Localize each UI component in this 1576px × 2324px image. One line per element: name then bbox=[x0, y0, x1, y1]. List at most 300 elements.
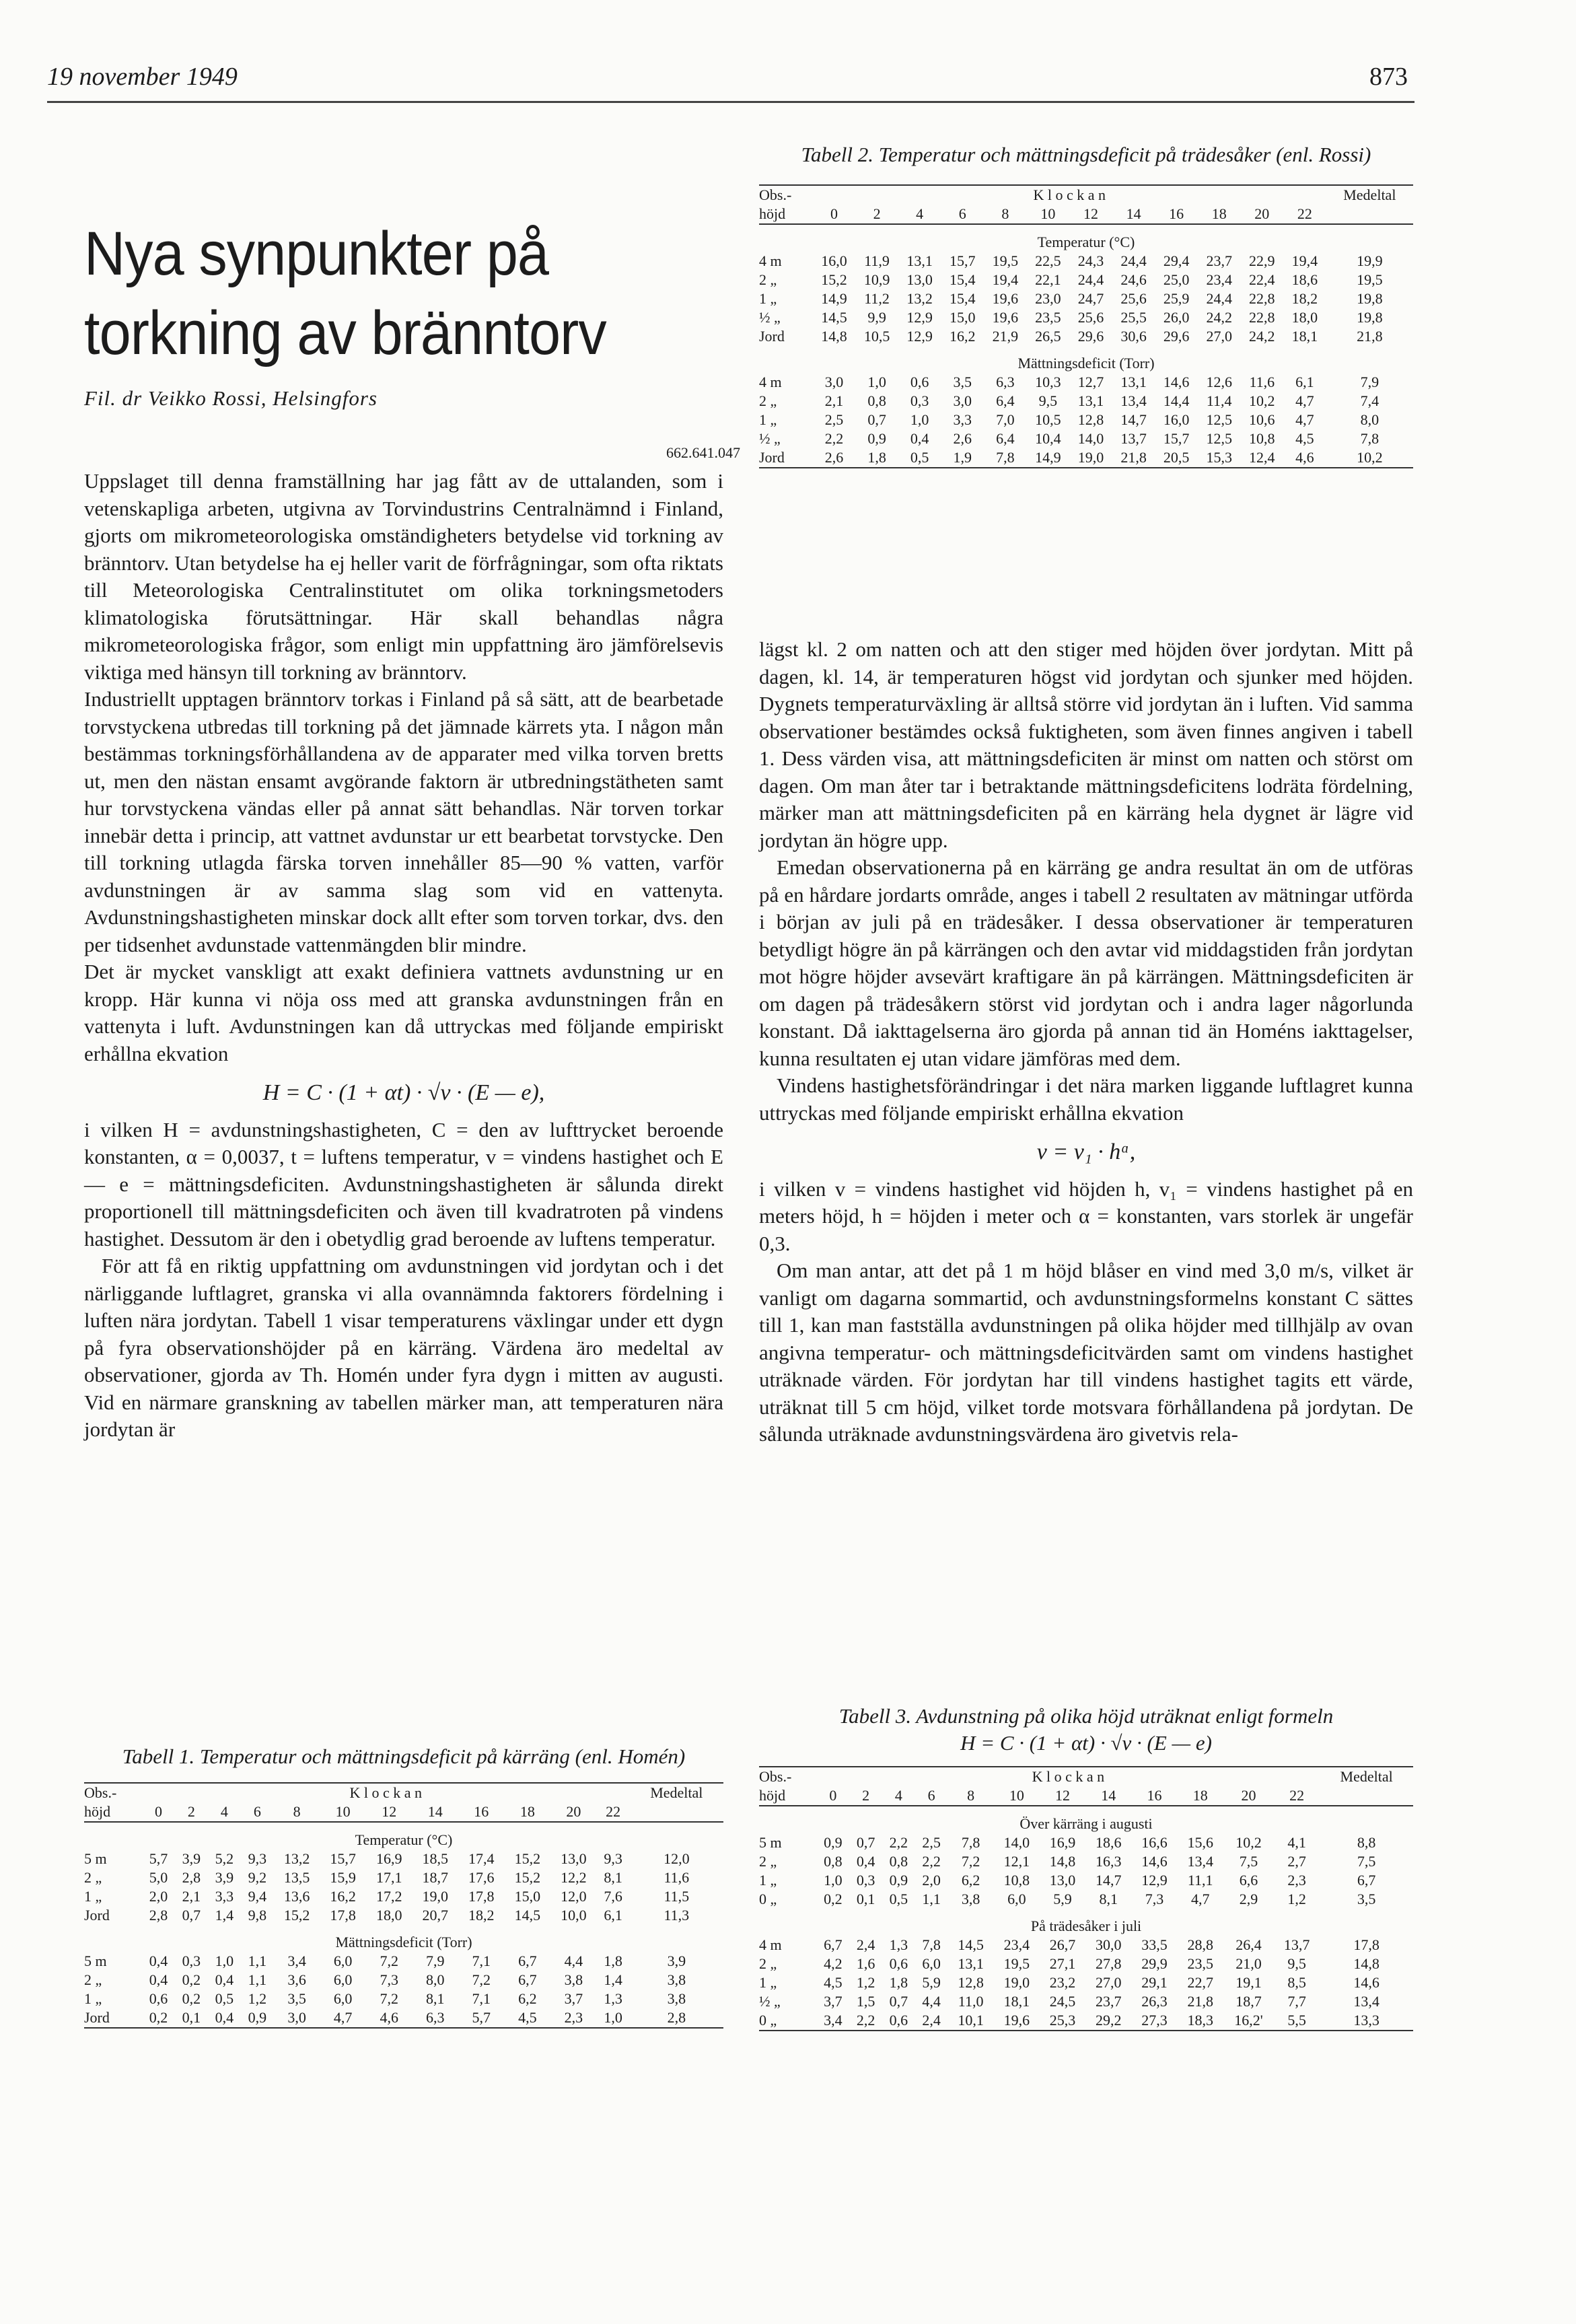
table-cell: 2,1 bbox=[182, 1888, 201, 1905]
table-cell: 12,1 bbox=[1003, 1853, 1030, 1870]
table-cell: 4,4 bbox=[922, 1993, 941, 2010]
hour-header: 0 bbox=[813, 205, 856, 224]
table-row bbox=[84, 1990, 723, 2008]
table-row bbox=[84, 1850, 723, 1868]
table-cell: 1,8 bbox=[855, 448, 898, 468]
table-cell: 1,1 bbox=[922, 1891, 941, 1907]
column-header-clock: K l o c k a n bbox=[142, 1783, 630, 1802]
table-cell: 6,0 bbox=[333, 1952, 353, 1969]
column-header-obs: Obs.- bbox=[84, 1783, 142, 1802]
table-cell: 0,4 bbox=[856, 1853, 875, 1870]
table-cell: 0,7 bbox=[889, 1993, 908, 2010]
table-row bbox=[759, 1973, 1413, 1992]
table-cell: 33,5 bbox=[1141, 1936, 1168, 1953]
hour-header: 4 bbox=[898, 205, 941, 224]
table-cell: 26,4 bbox=[1235, 1936, 1262, 1953]
table-cell: 3,5 bbox=[953, 374, 972, 390]
table-cell: 3,0 bbox=[953, 392, 972, 409]
table-cell: 23,4 bbox=[1003, 1936, 1030, 1953]
table-cell: 3,8 bbox=[961, 1891, 980, 1907]
table-row bbox=[84, 1971, 723, 1990]
row-label: 0 „ bbox=[759, 2011, 817, 2031]
data-table bbox=[759, 184, 1413, 468]
table-cell: 9,5 bbox=[1038, 392, 1058, 409]
table-cell: 26,7 bbox=[1049, 1936, 1076, 1953]
left-column-text bbox=[84, 468, 723, 1444]
table-cell: 11,9 bbox=[864, 252, 890, 269]
table-cell: 17,8 bbox=[330, 1907, 356, 1924]
table-cell: 1,9 bbox=[941, 448, 984, 468]
hour-header: 20 bbox=[550, 1802, 597, 1822]
table-cell: 23,0 bbox=[1035, 290, 1061, 307]
table-cell: 29,4 bbox=[1163, 252, 1190, 269]
table-cell: 25,9 bbox=[1163, 290, 1190, 307]
mean-cell: 7,4 bbox=[1360, 392, 1380, 409]
column-header-height: höjd bbox=[84, 1802, 142, 1822]
table-cell: 15,4 bbox=[950, 290, 976, 307]
table-cell: 1,4 bbox=[604, 1971, 622, 1988]
row-label: 1 „ bbox=[759, 1974, 777, 1991]
table-cell: 0,4 bbox=[910, 430, 929, 447]
table-cell: 13,1 bbox=[958, 1955, 984, 1972]
table-cell: 2,4 bbox=[915, 2011, 948, 2031]
table-cell: 1,0 bbox=[215, 1952, 234, 1969]
table-cell: 19,6 bbox=[992, 290, 1019, 307]
table-cell: 16,2 bbox=[950, 328, 976, 345]
table-cell: 7,6 bbox=[604, 1888, 622, 1905]
hour-header: 8 bbox=[274, 1802, 320, 1822]
table-cell: 23,7 bbox=[1206, 252, 1232, 269]
table-cell: 24,5 bbox=[1049, 1993, 1076, 2010]
table-cell: 13,0 bbox=[1049, 1872, 1076, 1889]
table-cell: 12,8 bbox=[958, 1974, 984, 1991]
table-cell: 17,4 bbox=[468, 1850, 495, 1867]
table-cell: 7,2 bbox=[380, 1952, 398, 1969]
table-cell: 9,5 bbox=[1287, 1955, 1306, 1972]
row-label: ½ „ bbox=[759, 430, 781, 447]
table-cell: 30,6 bbox=[1120, 328, 1147, 345]
table-cell: 6,2 bbox=[961, 1872, 980, 1889]
table-cell: 15,2 bbox=[821, 271, 847, 288]
row-label: 5 m bbox=[84, 1952, 107, 1969]
header-rule bbox=[47, 101, 1414, 103]
table-cell: 13,1 bbox=[1120, 374, 1147, 390]
table-cell: 3,4 bbox=[817, 2011, 850, 2031]
section-row bbox=[84, 1925, 723, 1952]
table-cell: 8,1 bbox=[426, 1990, 445, 2007]
column-header-blank bbox=[630, 1802, 723, 1822]
section-row bbox=[84, 1822, 723, 1850]
section-row bbox=[759, 1806, 1413, 1833]
table-cell: 22,8 bbox=[1249, 290, 1275, 307]
row-label: Jord bbox=[759, 328, 785, 345]
table-cell: 1,8 bbox=[604, 1952, 622, 1969]
table-cell: 0,2 bbox=[824, 1891, 843, 1907]
table-cell: 1,1 bbox=[248, 1971, 267, 1988]
table-cell: 1,0 bbox=[867, 374, 886, 390]
table-row bbox=[759, 1992, 1413, 2011]
table-cell: 5,7 bbox=[458, 2008, 505, 2028]
column-header-height: höjd bbox=[759, 205, 813, 224]
table-cell: 0,2 bbox=[182, 1971, 201, 1988]
table-cell: 11,6 bbox=[1249, 374, 1275, 390]
table-row bbox=[759, 1936, 1413, 1955]
table-cell: 4,2 bbox=[824, 1955, 843, 1972]
mean-cell: 19,9 bbox=[1357, 252, 1383, 269]
table-cell: 12,5 bbox=[1206, 430, 1232, 447]
table-cell: 10,9 bbox=[863, 271, 890, 288]
section-title: Mättningsdeficit (Torr) bbox=[1017, 355, 1155, 372]
hour-header: 4 bbox=[882, 1786, 915, 1806]
row-label: 5 m bbox=[84, 1850, 107, 1867]
table-cell: 19,1 bbox=[1235, 1974, 1262, 1991]
table-cell: 27,3 bbox=[1131, 2011, 1177, 2031]
table-cell: 22,9 bbox=[1249, 252, 1275, 269]
table-cell: 18,2 bbox=[1291, 290, 1318, 307]
table-cell: 26,3 bbox=[1141, 1993, 1168, 2010]
wind-formula: v = v₁ · hᵅ, bbox=[1036, 1139, 1136, 1164]
table-cell: 14,5 bbox=[958, 1936, 984, 1953]
table-cell: 21,8 bbox=[1187, 1993, 1213, 2010]
table-cell: 10,4 bbox=[1035, 430, 1061, 447]
table-cell: 15,6 bbox=[1187, 1834, 1213, 1851]
table-cell: 11,0 bbox=[958, 1993, 984, 2010]
hour-header: 18 bbox=[1178, 1786, 1223, 1806]
table-cell: 10,8 bbox=[1249, 430, 1275, 447]
table-cell: 4,4 bbox=[564, 1952, 583, 1969]
table-cell: 0,2 bbox=[142, 2008, 175, 2028]
hour-header: 16 bbox=[1131, 1786, 1177, 1806]
table-cell: 9,3 bbox=[248, 1850, 267, 1867]
table-cell: 7,0 bbox=[996, 411, 1015, 428]
table-cell: 10,0 bbox=[561, 1907, 587, 1924]
table-cell: 3,0 bbox=[824, 374, 844, 390]
table-cell: 18,0 bbox=[375, 1907, 402, 1924]
table-cell: 25,6 bbox=[1077, 309, 1104, 326]
table-cell: 14,7 bbox=[1096, 1872, 1122, 1889]
table-cell: 13,6 bbox=[283, 1888, 310, 1905]
table-cell: 12,9 bbox=[906, 309, 933, 326]
table-cell: 2,2 bbox=[889, 1834, 908, 1851]
column-header-clock: K l o c k a n bbox=[813, 185, 1326, 205]
table-cell: 15,7 bbox=[950, 252, 976, 269]
table-cell: 23,5 bbox=[1187, 1955, 1213, 1972]
table-cell: 12,5 bbox=[1206, 411, 1232, 428]
table-cell: 7,9 bbox=[426, 1952, 445, 1969]
table-cell: 18,7 bbox=[422, 1869, 448, 1886]
table-row bbox=[759, 308, 1413, 327]
mean-cell: 13,4 bbox=[1353, 1993, 1380, 2010]
table-cell: 14,0 bbox=[1003, 1834, 1030, 1851]
table-cell: 24,6 bbox=[1120, 271, 1147, 288]
table-cell: 3,3 bbox=[953, 411, 972, 428]
table-cell: 3,5 bbox=[287, 1990, 306, 2007]
table-cell: 9,8 bbox=[248, 1907, 267, 1924]
table-cell: 27,8 bbox=[1096, 1955, 1122, 1972]
table-cell: 1,2 bbox=[1287, 1891, 1306, 1907]
mean-cell: 21,8 bbox=[1357, 328, 1383, 345]
table-cell: 4,7 bbox=[1190, 1891, 1210, 1907]
table-cell: 20,5 bbox=[1155, 448, 1198, 468]
page-number: 873 bbox=[1369, 63, 1408, 91]
row-label: 2 „ bbox=[759, 1955, 777, 1972]
table-cell: 13,1 bbox=[1077, 392, 1104, 409]
table-cell: 2,4 bbox=[856, 1936, 875, 1953]
table-cell: 2,2 bbox=[824, 430, 844, 447]
table-cell: 4,5 bbox=[505, 2008, 551, 2028]
table-cell: 24,4 bbox=[1120, 252, 1147, 269]
row-label: Jord bbox=[84, 1907, 110, 1924]
table-3 bbox=[759, 1703, 1413, 2031]
paragraph: i vilken v = vindens hastighet vid höjden h, v₁ = vindens hastighet på en meters höjd, h = höjden i meter och α = konstanten, vars storlek är ungefär 0,3. bbox=[759, 1176, 1413, 1255]
hour-header: 16 bbox=[458, 1802, 505, 1822]
table-cell: 27,1 bbox=[1049, 1955, 1076, 1972]
hour-header: 6 bbox=[241, 1802, 274, 1822]
evaporation-formula: H = C · (1 + αt) · √v · (E — e), bbox=[262, 1080, 545, 1105]
table-cell: 18,0 bbox=[1291, 309, 1318, 326]
table-cell: 25,6 bbox=[1120, 290, 1147, 307]
table-cell: 0,6 bbox=[910, 374, 929, 390]
hour-header: 18 bbox=[505, 1802, 551, 1822]
table-row bbox=[759, 1890, 1413, 1909]
table-cell: 0,8 bbox=[889, 1853, 908, 1870]
table-cell: 29,2 bbox=[1085, 2011, 1131, 2031]
hour-header: 2 bbox=[175, 1802, 208, 1822]
table-cell: 0,4 bbox=[149, 1952, 168, 1969]
class-number: 662.641.047 bbox=[666, 444, 740, 461]
table-cell: 6,7 bbox=[518, 1952, 537, 1969]
table-cell: 18,2 bbox=[468, 1907, 495, 1924]
table-cell: 1,3 bbox=[889, 1936, 908, 1953]
table-row bbox=[759, 411, 1413, 429]
table-cell: 0,5 bbox=[889, 1891, 908, 1907]
table-cell: 19,0 bbox=[1003, 1974, 1030, 1991]
table-row bbox=[759, 373, 1413, 392]
table-cell: 22,7 bbox=[1187, 1974, 1213, 1991]
table-cell: 16,3 bbox=[1096, 1853, 1122, 1870]
mean-cell: 13,3 bbox=[1320, 2011, 1413, 2031]
table-cell: 1,0 bbox=[824, 1872, 843, 1889]
mean-cell: 19,8 bbox=[1357, 309, 1383, 326]
table-cell: 0,6 bbox=[889, 1955, 908, 1972]
table-cell: 16,2' bbox=[1223, 2011, 1274, 2031]
table-cell: 21,0 bbox=[1235, 1955, 1262, 1972]
table-cell: 7,2 bbox=[380, 1990, 398, 2007]
table-cell: 29,1 bbox=[1141, 1974, 1168, 1991]
table-cell: 10,1 bbox=[948, 2011, 994, 2031]
table-cell: 4,5 bbox=[824, 1974, 843, 1991]
mean-cell: 3,8 bbox=[667, 1971, 686, 1988]
table-cell: 6,3 bbox=[412, 2008, 458, 2028]
hour-header: 2 bbox=[855, 205, 898, 224]
table-cell: 0,9 bbox=[889, 1872, 908, 1889]
table-cell: 0,6 bbox=[882, 2011, 915, 2031]
table-cell: 8,5 bbox=[1287, 1974, 1306, 1991]
table-cell: 6,3 bbox=[996, 374, 1015, 390]
table-cell: 0,5 bbox=[215, 1990, 234, 2007]
table-cell: 2,9 bbox=[1239, 1891, 1258, 1907]
table-cell: 21,9 bbox=[992, 328, 1019, 345]
table-cell: 4,7 bbox=[1295, 411, 1314, 428]
table-cell: 18,7 bbox=[1235, 1993, 1262, 2010]
table-cell: 19,0 bbox=[422, 1888, 448, 1905]
table-cell: 18,3 bbox=[1178, 2011, 1223, 2031]
table-cell: 13,2 bbox=[283, 1850, 310, 1867]
table-cell: 17,8 bbox=[468, 1888, 495, 1905]
table-cell: 3,8 bbox=[564, 1971, 583, 1988]
table-cell: 1,6 bbox=[856, 1955, 875, 1972]
table-cell: 0,2 bbox=[182, 1990, 201, 2007]
paragraph: Det är mycket vanskligt att exakt definiera vattnets avdunstning ur en kropp. Här kunna vi nöja oss med att granska avdunstningen från en vattenyta i luft. Avdunstningen kan då uttryckas med följande empiriskt erhållna ekvation bbox=[84, 960, 723, 1065]
table-cell: 22,1 bbox=[1035, 271, 1061, 288]
table-cell: 0,3 bbox=[910, 392, 929, 409]
table-cell: 7,7 bbox=[1287, 1993, 1306, 2010]
table-cell: 12,8 bbox=[1077, 411, 1104, 428]
hour-header: 0 bbox=[142, 1802, 175, 1822]
table-cell: 12,0 bbox=[561, 1888, 587, 1905]
table-cell: 21,8 bbox=[1112, 448, 1155, 468]
table-cell: 15,4 bbox=[950, 271, 976, 288]
table-cell: 30,0 bbox=[1096, 1936, 1122, 1953]
hour-header: 22 bbox=[1283, 205, 1326, 224]
table-cell: 0,3 bbox=[182, 1952, 201, 1969]
table-cell: 13,0 bbox=[561, 1850, 587, 1867]
table-cell: 10,6 bbox=[1249, 411, 1275, 428]
hour-header: 12 bbox=[1040, 1786, 1085, 1806]
table-cell: 22,4 bbox=[1249, 271, 1275, 288]
table-cell: 0,7 bbox=[856, 1834, 875, 1851]
table-cell: 19,6 bbox=[992, 309, 1019, 326]
table-cell: 6,6 bbox=[1239, 1872, 1258, 1889]
table-cell: 2,8 bbox=[149, 1907, 168, 1924]
row-label: 2 „ bbox=[759, 271, 777, 288]
mean-cell: 11,5 bbox=[664, 1888, 690, 1905]
table-cell: 0,8 bbox=[824, 1853, 843, 1870]
row-label: 1 „ bbox=[759, 290, 777, 307]
table-1 bbox=[84, 1743, 723, 2029]
hour-header: 8 bbox=[984, 205, 1027, 224]
table-cell: 4,7 bbox=[1295, 392, 1314, 409]
mean-cell: 8,0 bbox=[1360, 411, 1380, 428]
column-header-mean: Medeltal bbox=[630, 1783, 723, 1802]
table-cell: 18,6 bbox=[1096, 1834, 1122, 1851]
table-cell: 19,0 bbox=[1069, 448, 1112, 468]
table-cell: 2,1 bbox=[824, 392, 844, 409]
table-cell: 3,7 bbox=[564, 1990, 583, 2007]
table-cell: 19,6 bbox=[994, 2011, 1040, 2031]
table-cell: 18,1 bbox=[1003, 1993, 1030, 2010]
table-cell: 5,9 bbox=[1053, 1891, 1072, 1907]
table-cell: 2,2 bbox=[849, 2011, 882, 2031]
row-label: 2 „ bbox=[759, 392, 777, 409]
table-cell: 1,5 bbox=[856, 1993, 875, 2010]
table-cell: 14,9 bbox=[1027, 448, 1070, 468]
hour-header: 0 bbox=[817, 1786, 850, 1806]
paragraph: Om man antar, att det på 1 m höjd blåser en vind med 3,0 m/s, vilket är vanligt om dagarna sommartid, och avdunstningsformelns konstant C sättes till 1, kan man fastställa avdunstningen på olika höjder med tillhjälp av ovan angivna temperatur- och mättningsdeficitvärden samt om vindens hastighet uträknade värden. För jordytan har till vindens hastighet tagits ett värde, uträknat till 5 cm höjd, vilket torde motsvara förhållandena på jordytan. De sålunda uträknade avdunstningsvärdena äro givetvis rela- bbox=[759, 1259, 1413, 1446]
column-header-clock: K l o c k a n bbox=[817, 1767, 1320, 1786]
mean-cell: 7,8 bbox=[1360, 430, 1380, 447]
table-cell: 9,9 bbox=[867, 309, 886, 326]
section-title: Över kärräng i augusti bbox=[1019, 1815, 1153, 1832]
table-cell: 0,9 bbox=[824, 1834, 843, 1851]
row-label: 4 m bbox=[759, 252, 782, 269]
mean-cell: 3,9 bbox=[667, 1952, 686, 1969]
hour-header: 6 bbox=[941, 205, 984, 224]
table-row bbox=[759, 252, 1413, 271]
table-cell: 23,7 bbox=[1096, 1993, 1122, 2010]
table-cell: 12,6 bbox=[1206, 374, 1232, 390]
table-caption: Tabell 3. Avdunstning på olika höjd uträknat enligt formeln bbox=[838, 1704, 1334, 1728]
table-cell: 5,7 bbox=[149, 1850, 168, 1867]
row-label: 4 m bbox=[759, 374, 782, 390]
paragraph: i vilken H = avdunstningshastigheten, C = den av lufttrycket beroende konstanten, α = 0,0037, t = luftens temperatur, v = vindens hastighet och E — e = mättningsdeficiten. Avdunstningshastigheten är sålunda direkt proportionell till mättningsdeficiten och även till kvadratroten på vindens hastighet. Dessutom är den i obetydlig grad beroende av luftens temperatur. bbox=[84, 1117, 723, 1251]
table-cell: 5,9 bbox=[922, 1974, 941, 1991]
section-row bbox=[759, 1909, 1413, 1936]
table-cell: 2,8 bbox=[182, 1869, 201, 1886]
table-cell: 16,9 bbox=[375, 1850, 402, 1867]
table-row bbox=[759, 392, 1413, 411]
table-cell: 0,4 bbox=[149, 1971, 168, 1988]
row-label: Jord bbox=[84, 2008, 142, 2028]
table-2 bbox=[759, 141, 1413, 468]
table-cell: 7,1 bbox=[472, 1952, 491, 1969]
column-header-blank bbox=[1320, 1786, 1413, 1806]
table-cell: 10,5 bbox=[863, 328, 890, 345]
table-cell: 15,7 bbox=[330, 1850, 356, 1867]
table-cell: 17,1 bbox=[375, 1869, 402, 1886]
table-cell: 15,9 bbox=[330, 1869, 356, 1886]
table-cell: 29,9 bbox=[1141, 1955, 1168, 1972]
table-cell: 11,1 bbox=[1187, 1872, 1213, 1889]
paragraph: lägst kl. 2 om natten och att den stiger med höjden över jordytan. Mitt på dagen, kl. 14, är temperaturen högst vid jordytan och sjunker med höjden. Dygnets temperaturväxling är alltså större vid jordytan än i luften. Vid samma observationer bestämdes också fuktigheten, som även finnes angiven i tabell 1. Dess värden visa, att mättningsdeficiten är minst om natten och störst om dagen. Om man åter tar i betraktande mättningsdeficitens lodräta fördelning, märker man att mättningsdeficiten på en kärräng hela dygnet är lägre vid jordytan än högre upp. bbox=[759, 637, 1413, 852]
table-cell: 0,8 bbox=[867, 392, 886, 409]
table-cell: 27,0 bbox=[1096, 1974, 1122, 1991]
row-label: 1 „ bbox=[759, 411, 777, 428]
mean-cell: 19,5 bbox=[1357, 271, 1383, 288]
row-label: 4 m bbox=[759, 1936, 782, 1953]
hour-header: 22 bbox=[597, 1802, 630, 1822]
table-cell: 1,0 bbox=[597, 2008, 630, 2028]
row-label: ½ „ bbox=[759, 309, 781, 326]
table-cell: 13,2 bbox=[906, 290, 933, 307]
table-cell: 15,0 bbox=[950, 309, 976, 326]
hour-header: 4 bbox=[208, 1802, 241, 1822]
table-cell: 3,9 bbox=[215, 1869, 234, 1886]
table-cell: 0,7 bbox=[182, 1907, 201, 1924]
table-cell: 15,7 bbox=[1163, 430, 1190, 447]
table-cell: 13,5 bbox=[283, 1869, 310, 1886]
table-cell: 15,2 bbox=[514, 1869, 541, 1886]
table-cell: 15,0 bbox=[514, 1888, 541, 1905]
table-caption-formula: H = C · (1 + αt) · √v · (E — e) bbox=[960, 1731, 1212, 1755]
hour-header: 10 bbox=[320, 1802, 366, 1822]
table-row bbox=[84, 1952, 723, 1971]
table-cell: 4,1 bbox=[1287, 1834, 1306, 1851]
table-cell: 5,0 bbox=[149, 1869, 168, 1886]
table-cell: 11,4 bbox=[1206, 392, 1232, 409]
table-cell: 2,6 bbox=[813, 448, 856, 468]
table-cell: 1,8 bbox=[889, 1974, 908, 1991]
table-cell: 17,2 bbox=[375, 1888, 402, 1905]
table-cell: 10,2 bbox=[1235, 1834, 1262, 1851]
table-cell: 27,0 bbox=[1206, 328, 1232, 345]
table-cell: 2,3 bbox=[1287, 1872, 1306, 1889]
table-cell: 14,6 bbox=[1141, 1853, 1168, 1870]
table-cell: 2,5 bbox=[824, 411, 844, 428]
table-cell: 18,6 bbox=[1291, 271, 1318, 288]
table-cell: 12,2 bbox=[561, 1869, 587, 1886]
table-cell: 13,1 bbox=[906, 252, 933, 269]
